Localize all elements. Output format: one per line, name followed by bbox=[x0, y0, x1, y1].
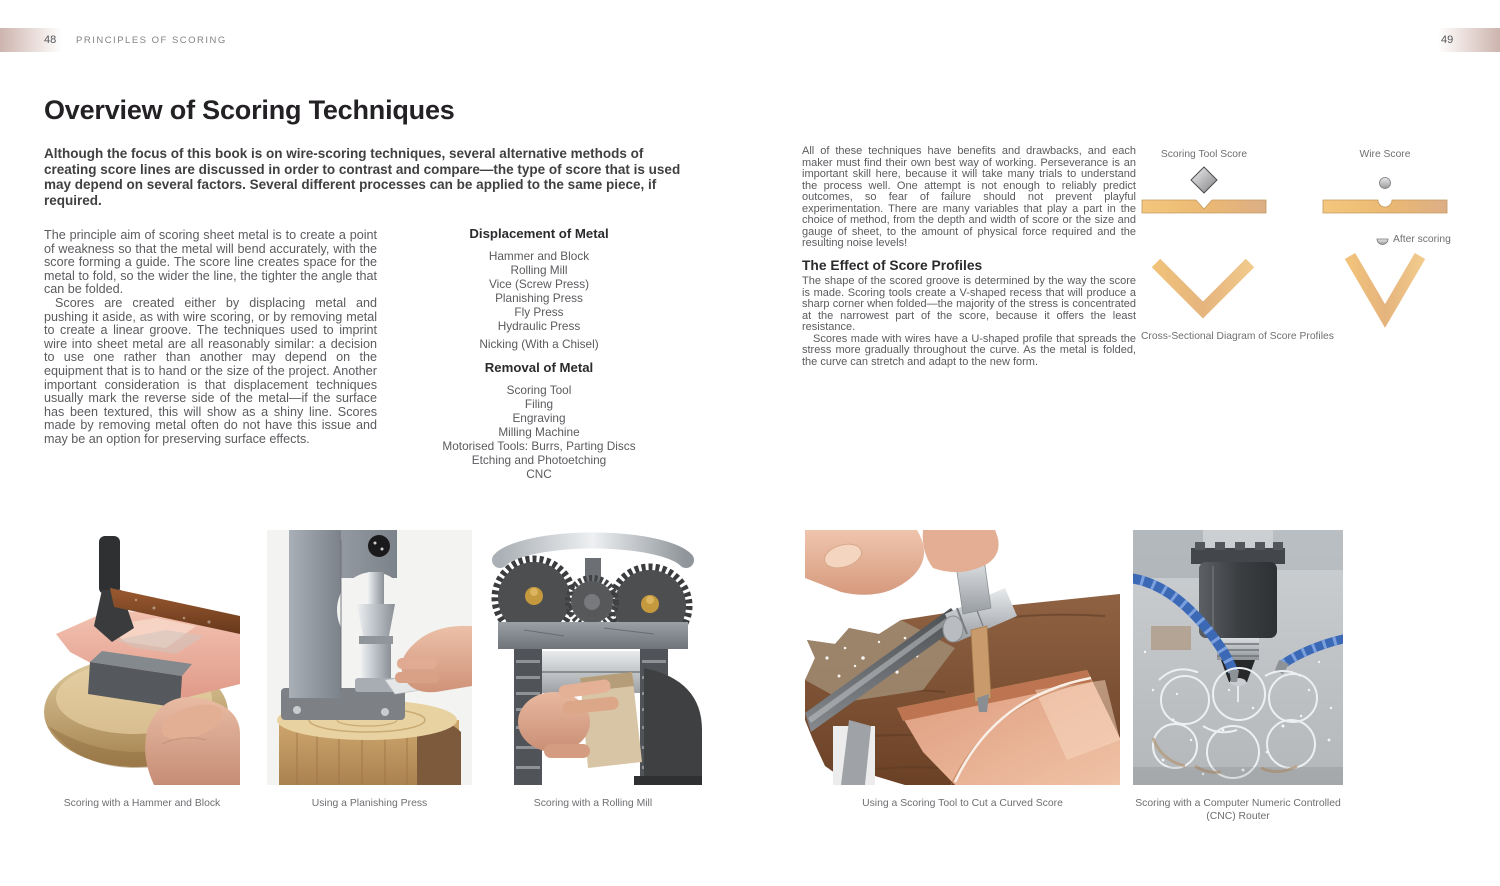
figure-caption: Scoring with a Hammer and Block bbox=[63, 798, 221, 809]
v-notched-metal-bar bbox=[1142, 200, 1266, 213]
figure-scoring-tool-curved-score bbox=[805, 530, 1120, 810]
figure-planishing-press bbox=[267, 530, 472, 810]
body-column-left bbox=[44, 229, 377, 447]
paragraph: Scores made with wires have a U-shaped profile that spreads the stress more gradually throughout the curve. As the metal is folded, the curve can stretch and adapt to the new form. bbox=[802, 332, 1136, 368]
folded-v-profile-wide bbox=[1156, 263, 1250, 310]
list-item: Hammer and Block bbox=[488, 249, 590, 263]
folded-v-profile-narrow bbox=[1350, 256, 1420, 316]
wire-icon bbox=[1380, 178, 1391, 189]
paragraph: Scores are created either by displacing metal and pushing it aside, as with wire scoring, or by removing metal to create a linear groove. The techniques used to imprint wire into sheet metal are all reasonably similar: a decision to use one rather than another may depend on the equipment that is to hand or the size of the project. Another important consideration is that displacement techniques usually mark the reverse side of the metal—if the surface has been textured, this will show as a shiny line. Scores made by removing metal often do not have this issue and may be an option for preserving surface effects. bbox=[44, 295, 377, 446]
paragraph: The principle aim of scoring sheet metal is to create a point of weakness so that the metal will bend accurately, with the score forming a guide. The score line creates space for the metal to fold, so the wider the line, the tighter the angle that can be folded. bbox=[44, 228, 377, 297]
figure-caption: Scoring with a Computer Numeric Controlled (CNC) Router bbox=[1135, 798, 1341, 822]
photo-cnc-router bbox=[1133, 530, 1343, 785]
figure-hammer-and-block bbox=[44, 530, 240, 810]
figure-caption: Using a Planishing Press bbox=[311, 798, 428, 809]
running-header: PRINCIPLES OF SCORING bbox=[76, 35, 227, 46]
page-number-right: 49 bbox=[1441, 34, 1454, 46]
page-number-left: 48 bbox=[44, 34, 57, 46]
figure-caption: Using a Scoring Tool to Cut a Curved Score bbox=[862, 798, 1063, 809]
list-item: Fly Press bbox=[514, 305, 564, 319]
score-profiles-diagram-graphic bbox=[1140, 148, 1462, 348]
u-notched-metal-bar bbox=[1323, 200, 1447, 213]
photo-hammer-and-block bbox=[44, 530, 240, 785]
diagram-label-after-scoring: After scoring bbox=[1393, 234, 1451, 245]
photo-planishing-press bbox=[267, 530, 472, 785]
body-column-right bbox=[802, 146, 1136, 368]
paragraph: All of these techniques have benefits and drawbacks, and each maker must find their own best way of working. Perseverance is an important skill here, because it will take many trials to understand the process well. One attempt is not enough to reliably predict outcomes, so fear of failure should not prevent playful experimentation. There are many variables that play a part in the choice of method, from the depth and width of score or the size and gauge of sheet, to the amount of physical force required and the resulting noise levels! bbox=[802, 145, 1136, 249]
list-item: Etching and Photoetching bbox=[471, 453, 607, 467]
diagram-caption: Cross-Sectional Diagram of Score Profiles bbox=[1141, 331, 1334, 342]
scoring-tool-tip-icon bbox=[1191, 167, 1217, 193]
figure-cnc-router bbox=[1133, 530, 1343, 823]
list-item: Hydraulic Press bbox=[497, 319, 581, 333]
diagram-label-wire-score: Wire Score bbox=[1359, 149, 1411, 160]
section-heading: The Effect of Score Profiles bbox=[802, 257, 983, 273]
list-item: Filing bbox=[524, 397, 554, 411]
list-item: Planishing Press bbox=[495, 291, 583, 305]
list-item: CNC bbox=[526, 467, 552, 481]
photo-scoring-tool-curved-score bbox=[805, 530, 1120, 785]
list-item: Vice (Screw Press) bbox=[488, 277, 590, 291]
score-profiles-diagram bbox=[1140, 148, 1462, 348]
page-title: Overview of Scoring Techniques bbox=[44, 95, 455, 125]
intro-paragraph: Although the focus of this book is on wire-scoring techniques, several alternative methods of creating score lines are discussed in order to contrast and compare—the type of score that is used may depend on several factors. Several different processes can be applied to the same piece, if required. bbox=[44, 146, 681, 208]
list-item: Scoring Tool bbox=[506, 383, 572, 397]
list-item: Rolling Mill bbox=[510, 263, 568, 277]
list-item: Milling Machine bbox=[498, 425, 580, 439]
figure-rolling-mill bbox=[484, 530, 702, 810]
list-item: Engraving bbox=[512, 411, 566, 425]
diagram-label-scoring-tool-score: Scoring Tool Score bbox=[1160, 149, 1248, 160]
list-heading-removal: Removal of Metal bbox=[484, 360, 594, 375]
list-item: Motorised Tools: Burrs, Parting Discs bbox=[442, 439, 636, 453]
paragraph: The shape of the scored groove is determined by the way the score is made. Scoring tools create a V-shaped recess that will produce a sharp corner when folded—the majority of the stress is concentrated at the narrowest part of the score, because it offers the least resistance. bbox=[802, 275, 1136, 333]
list-item: Nicking (With a Chisel) bbox=[479, 337, 599, 351]
list-heading-displacement: Displacement of Metal bbox=[469, 226, 609, 241]
figure-caption: Scoring with a Rolling Mill bbox=[533, 798, 653, 809]
after-scoring-wire-icon bbox=[1377, 239, 1388, 245]
techniques-list-column bbox=[380, 226, 698, 481]
photo-rolling-mill bbox=[484, 530, 702, 785]
